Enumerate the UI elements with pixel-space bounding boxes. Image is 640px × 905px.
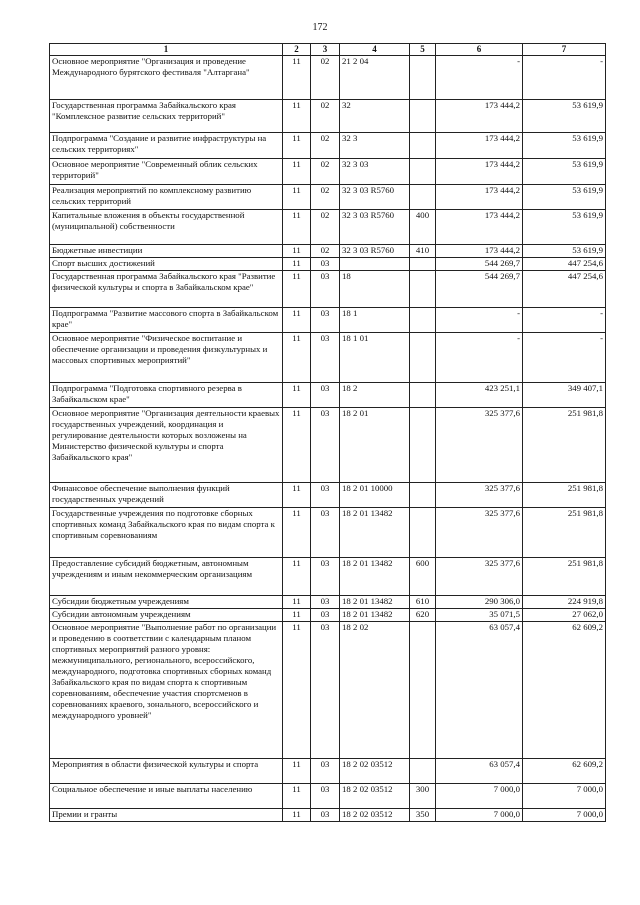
cell-amount-2: 62 609,2 [523, 622, 606, 759]
cell-amount-2: 53 619,9 [523, 185, 606, 210]
cell-subsection: 03 [311, 558, 340, 596]
cell-name: Мероприятия в области физической культуры и спорта [50, 759, 283, 784]
cell-expense-type: 620 [410, 609, 436, 622]
table-row [50, 483, 606, 508]
cell-section: 11 [283, 133, 311, 159]
table-row [50, 333, 606, 383]
table-row [50, 185, 606, 210]
cell-subsection: 03 [311, 759, 340, 784]
cell-target-article: 18 2 02 03512 [340, 809, 410, 822]
cell-subsection: 02 [311, 133, 340, 159]
cell-target-article: 32 3 [340, 133, 410, 159]
cell-expense-type [410, 483, 436, 508]
cell-subsection: 03 [311, 408, 340, 483]
cell-name: Основное мероприятие "Современный облик сельских территорий" [50, 159, 283, 185]
cell-subsection: 03 [311, 258, 340, 271]
table-row [50, 308, 606, 333]
cell-name: Премии и гранты [50, 809, 283, 822]
cell-subsection: 02 [311, 100, 340, 133]
cell-expense-type: 410 [410, 245, 436, 258]
cell-target-article [340, 258, 410, 271]
table-row [50, 408, 606, 483]
cell-expense-type: 300 [410, 784, 436, 809]
table-row [50, 258, 606, 271]
cell-target-article: 18 2 01 13482 [340, 609, 410, 622]
cell-target-article: 18 2 01 [340, 408, 410, 483]
cell-name: Предоставление субсидий бюджетным, автономным учреждениям и иным некоммерческим организациям [50, 558, 283, 596]
cell-section: 11 [283, 508, 311, 558]
cell-section: 11 [283, 759, 311, 784]
cell-name: Субсидии автономным учреждениям [50, 609, 283, 622]
cell-name: Подпрограмма "Подготовка спортивного резерва в Забайкальском крае" [50, 383, 283, 408]
cell-section: 11 [283, 100, 311, 133]
header-cell: 1 [50, 44, 283, 56]
cell-section: 11 [283, 210, 311, 245]
cell-subsection: 03 [311, 809, 340, 822]
cell-section: 11 [283, 271, 311, 308]
cell-section: 11 [283, 383, 311, 408]
cell-amount-2: 27 062,0 [523, 609, 606, 622]
cell-amount-1: - [436, 333, 523, 383]
cell-section: 11 [283, 596, 311, 609]
cell-expense-type: 600 [410, 558, 436, 596]
table-row [50, 609, 606, 622]
cell-name: Финансовое обеспечение выполнения функций государственных учреждений [50, 483, 283, 508]
cell-subsection: 03 [311, 308, 340, 333]
table-row [50, 596, 606, 609]
cell-amount-2: 53 619,9 [523, 245, 606, 258]
cell-amount-2: 224 919,8 [523, 596, 606, 609]
cell-target-article: 18 2 01 10000 [340, 483, 410, 508]
cell-target-article: 32 [340, 100, 410, 133]
cell-amount-2: 251 981,8 [523, 558, 606, 596]
cell-section: 11 [283, 159, 311, 185]
cell-section: 11 [283, 258, 311, 271]
cell-name: Подпрограмма "Создание и развитие инфраструктуры на сельских территориях" [50, 133, 283, 159]
cell-name: Государственные учреждения по подготовке сборных спортивных команд Забайкальского края по видам спорта к спортивным соревнованиям [50, 508, 283, 558]
cell-expense-type [410, 408, 436, 483]
table-row [50, 558, 606, 596]
cell-expense-type [410, 271, 436, 308]
cell-subsection: 02 [311, 159, 340, 185]
cell-section: 11 [283, 333, 311, 383]
cell-amount-2: 7 000,0 [523, 784, 606, 809]
cell-amount-1: 7 000,0 [436, 809, 523, 822]
cell-amount-2: 251 981,8 [523, 408, 606, 483]
header-cell: 3 [311, 44, 340, 56]
cell-amount-1: 544 269,7 [436, 258, 523, 271]
header-cell: 7 [523, 44, 606, 56]
table-row [50, 133, 606, 159]
cell-expense-type: 400 [410, 210, 436, 245]
cell-amount-2: 447 254,6 [523, 271, 606, 308]
cell-expense-type [410, 508, 436, 558]
cell-section: 11 [283, 56, 311, 100]
cell-amount-1: - [436, 56, 523, 100]
cell-amount-1: 290 306,0 [436, 596, 523, 609]
cell-amount-2: 251 981,8 [523, 483, 606, 508]
cell-target-article: 18 2 01 13482 [340, 508, 410, 558]
table-row [50, 383, 606, 408]
cell-amount-1: 325 377,6 [436, 558, 523, 596]
cell-target-article: 18 2 [340, 383, 410, 408]
cell-expense-type [410, 308, 436, 333]
cell-subsection: 03 [311, 596, 340, 609]
cell-section: 11 [283, 408, 311, 483]
table-row [50, 210, 606, 245]
cell-expense-type [410, 100, 436, 133]
cell-subsection: 02 [311, 245, 340, 258]
cell-subsection: 02 [311, 185, 340, 210]
cell-target-article: 32 3 03 [340, 159, 410, 185]
cell-amount-1: 63 057,4 [436, 622, 523, 759]
header-cell: 5 [410, 44, 436, 56]
cell-section: 11 [283, 558, 311, 596]
cell-amount-1: 325 377,6 [436, 508, 523, 558]
cell-amount-2: 53 619,9 [523, 133, 606, 159]
cell-amount-1: 173 444,2 [436, 210, 523, 245]
cell-expense-type [410, 185, 436, 210]
table-row [50, 809, 606, 822]
cell-amount-1: 173 444,2 [436, 185, 523, 210]
table-row [50, 100, 606, 133]
cell-amount-2: 53 619,9 [523, 210, 606, 245]
cell-name: Субсидии бюджетным учреждениям [50, 596, 283, 609]
cell-amount-1: 63 057,4 [436, 759, 523, 784]
header-cell: 4 [340, 44, 410, 56]
cell-name: Основное мероприятие "Организация деятельности краевых государственных учреждений, координация и регулирование деятельности которых возложены на Министерство физической культуры и спорта Забайкальского края" [50, 408, 283, 483]
header-cell: 6 [436, 44, 523, 56]
cell-amount-1: - [436, 308, 523, 333]
page-number: 172 [312, 22, 328, 33]
table-row [50, 159, 606, 185]
table-row [50, 508, 606, 558]
cell-target-article: 18 2 01 13482 [340, 558, 410, 596]
cell-name: Бюджетные инвестиции [50, 245, 283, 258]
cell-amount-2: 53 619,9 [523, 159, 606, 185]
cell-amount-2: 62 609,2 [523, 759, 606, 784]
cell-subsection: 03 [311, 609, 340, 622]
cell-target-article: 32 3 03 R5760 [340, 245, 410, 258]
cell-expense-type [410, 133, 436, 159]
cell-name: Основное мероприятие "Физическое воспитание и обеспечение организации и проведения физкультурных и массовых спортивных мероприятий" [50, 333, 283, 383]
cell-expense-type: 350 [410, 809, 436, 822]
cell-name: Подпрограмма "Развитие массового спорта в Забайкальском крае" [50, 308, 283, 333]
cell-amount-1: 35 071,5 [436, 609, 523, 622]
cell-name: Капитальные вложения в объекты государственной (муниципальной) собственности [50, 210, 283, 245]
cell-amount-2: - [523, 56, 606, 100]
cell-subsection: 03 [311, 483, 340, 508]
cell-section: 11 [283, 185, 311, 210]
cell-subsection: 03 [311, 622, 340, 759]
cell-amount-2: 251 981,8 [523, 508, 606, 558]
table-row [50, 271, 606, 308]
cell-amount-1: 325 377,6 [436, 483, 523, 508]
cell-expense-type [410, 759, 436, 784]
cell-amount-1: 423 251,1 [436, 383, 523, 408]
cell-expense-type: 610 [410, 596, 436, 609]
table-row [50, 56, 606, 100]
header-row [50, 44, 606, 56]
cell-name: Основное мероприятие "Организация и проведение Международного бурятского фестиваля "Алтаргана" [50, 56, 283, 100]
header-cell: 2 [283, 44, 311, 56]
cell-subsection: 03 [311, 333, 340, 383]
cell-name: Государственная программа Забайкальского края "Развитие физической культуры и спорта в Забайкальском крае" [50, 271, 283, 308]
cell-amount-2: 53 619,9 [523, 100, 606, 133]
cell-amount-1: 173 444,2 [436, 100, 523, 133]
table-row [50, 784, 606, 809]
cell-amount-1: 173 444,2 [436, 159, 523, 185]
cell-target-article: 18 1 01 [340, 333, 410, 383]
cell-amount-1: 325 377,6 [436, 408, 523, 483]
cell-target-article: 32 3 03 R5760 [340, 185, 410, 210]
cell-name: Реализация мероприятий по комплексному развитию сельских территорий [50, 185, 283, 210]
cell-name: Государственная программа Забайкальского края "Комплексное развитие сельских территорий" [50, 100, 283, 133]
cell-target-article: 18 2 02 [340, 622, 410, 759]
cell-target-article: 21 2 04 [340, 56, 410, 100]
cell-target-article: 32 3 03 R5760 [340, 210, 410, 245]
cell-subsection: 03 [311, 784, 340, 809]
cell-subsection: 03 [311, 508, 340, 558]
cell-expense-type [410, 56, 436, 100]
cell-name: Спорт высших достижений [50, 258, 283, 271]
cell-name: Социальное обеспечение и иные выплаты населению [50, 784, 283, 809]
cell-subsection: 02 [311, 210, 340, 245]
cell-subsection: 03 [311, 383, 340, 408]
cell-expense-type [410, 333, 436, 383]
cell-section: 11 [283, 245, 311, 258]
cell-section: 11 [283, 483, 311, 508]
cell-target-article: 18 [340, 271, 410, 308]
table-row [50, 245, 606, 258]
cell-amount-2: 447 254,6 [523, 258, 606, 271]
cell-expense-type [410, 258, 436, 271]
cell-expense-type [410, 159, 436, 185]
cell-name: Основное мероприятие "Выполнение работ по организации и проведению в соответствии с календарным планом спортивных мероприятий разного уровня: межмуниципального, регионального, всероссийского, международного, подготовка спортивных сборных команд Забайкальского края по видам спорта к спортивным соревнованиям, обеспечение участия спортсменов в соревнованиях краевого, зонального, всероссийского и международного уровней" [50, 622, 283, 759]
cell-amount-1: 7 000,0 [436, 784, 523, 809]
cell-section: 11 [283, 784, 311, 809]
cell-target-article: 18 2 02 03512 [340, 784, 410, 809]
cell-subsection: 03 [311, 271, 340, 308]
cell-amount-2: 7 000,0 [523, 809, 606, 822]
cell-amount-2: - [523, 333, 606, 383]
table-row [50, 622, 606, 759]
cell-section: 11 [283, 308, 311, 333]
cell-amount-1: 173 444,2 [436, 133, 523, 159]
table-row [50, 759, 606, 784]
cell-target-article: 18 2 02 03512 [340, 759, 410, 784]
cell-amount-2: 349 407,1 [523, 383, 606, 408]
cell-amount-1: 173 444,2 [436, 245, 523, 258]
cell-amount-1: 544 269,7 [436, 271, 523, 308]
cell-target-article: 18 1 [340, 308, 410, 333]
cell-subsection: 02 [311, 56, 340, 100]
cell-section: 11 [283, 622, 311, 759]
cell-expense-type [410, 622, 436, 759]
cell-expense-type [410, 383, 436, 408]
cell-section: 11 [283, 809, 311, 822]
cell-target-article: 18 2 01 13482 [340, 596, 410, 609]
cell-amount-2: - [523, 308, 606, 333]
budget-table [49, 43, 606, 822]
cell-section: 11 [283, 609, 311, 622]
